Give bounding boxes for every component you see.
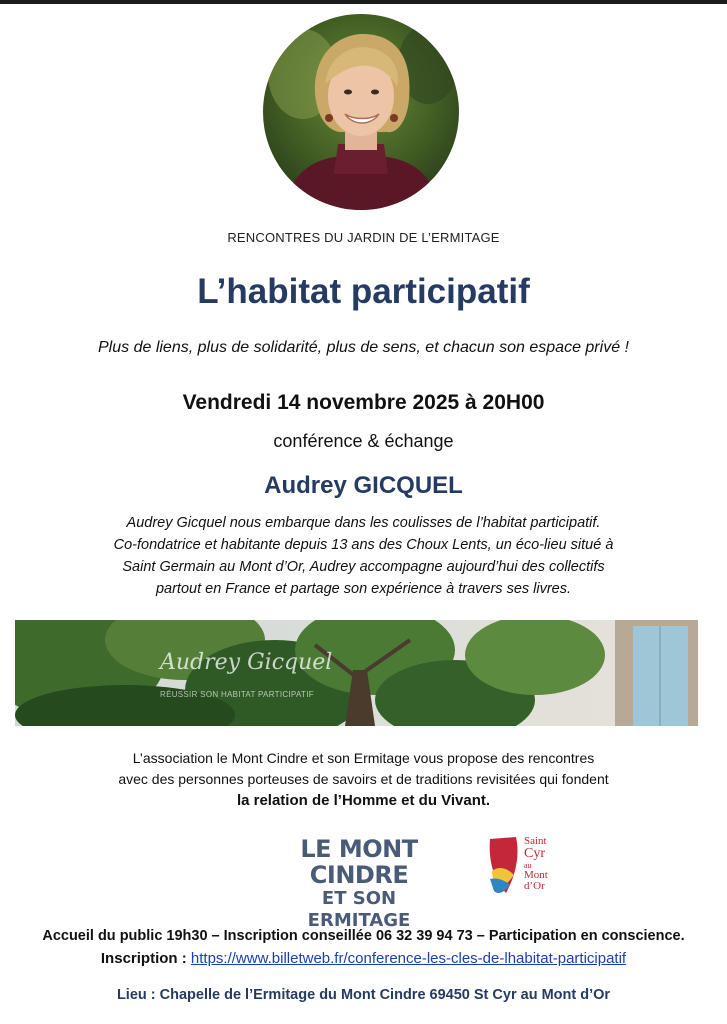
bio-line: partout en France et partage son expérience à travers ses livres. [155,581,572,597]
logo-line: LE MONT CINDRE [300,835,418,889]
inscription-link[interactable]: https://www.billetweb.fr/conference-les-cles-de-lhabitat-participatif [190,950,627,967]
association-line: avec des personnes porteuses de savoirs et de traditions revisitées qui fondent [118,771,609,787]
association-text [40,748,687,811]
speaker-portrait [263,14,459,210]
inscription-label: Inscription : [100,950,187,967]
event-format: conférence & échange [273,431,454,451]
logo-word: Mont [524,869,548,881]
bio-line: Co-fondatrice et habitante depuis 13 ans des Choux Lents, un éco-lieu situé à [113,537,614,553]
tagline: Plus de liens, plus de solidarité, plus de sens, et chacun son espace privé ! [98,339,629,356]
association-highlight: la relation de l’Homme et du Vivant. [236,792,491,809]
banner-subtitle: RÉUSSIR SON HABITAT PARTICIPATIF [160,690,314,699]
page-title: L’habitat participatif [197,272,530,311]
speaker-bio [50,512,677,600]
series-label: RENCONTRES DU JARDIN DE L’ERMITAGE [227,230,500,245]
banner-signature: Audrey Gicquel [160,650,333,675]
logo-word: Cyr [524,846,545,861]
bio-line: Audrey Gicquel nous embarque dans les coulisses de l’habitat participatif. [126,515,601,531]
top-border [0,0,727,4]
mont-cindre-logo [274,836,444,932]
association-line: L’association le Mont Cindre et son Ermitage vous propose des rencontres [132,750,595,766]
event-date-time: Vendredi 14 novembre 2025 à 20H00 [182,391,545,414]
access-info: Accueil du public 19h30 – Inscription conseillée 06 32 39 94 73 – Participation en conscience. [42,928,685,944]
speaker-name: Audrey GICQUEL [264,472,463,499]
logo-word: d’Or [524,880,545,892]
banner-image [15,620,698,726]
inscription-row [0,950,727,967]
logo-line: ET SON ERMITAGE [307,888,411,931]
bio-line: Saint Germain au Mont d’Or, Audrey accompagne aujourd’hui des collectifs [122,559,605,575]
logo-word: au [524,861,532,870]
venue: Lieu : Chapelle de l’Ermitage du Mont Cindre 69450 St Cyr au Mont d’Or [116,987,611,1003]
st-cyr-logo-text [524,836,548,892]
logo-word: Saint [524,835,547,847]
